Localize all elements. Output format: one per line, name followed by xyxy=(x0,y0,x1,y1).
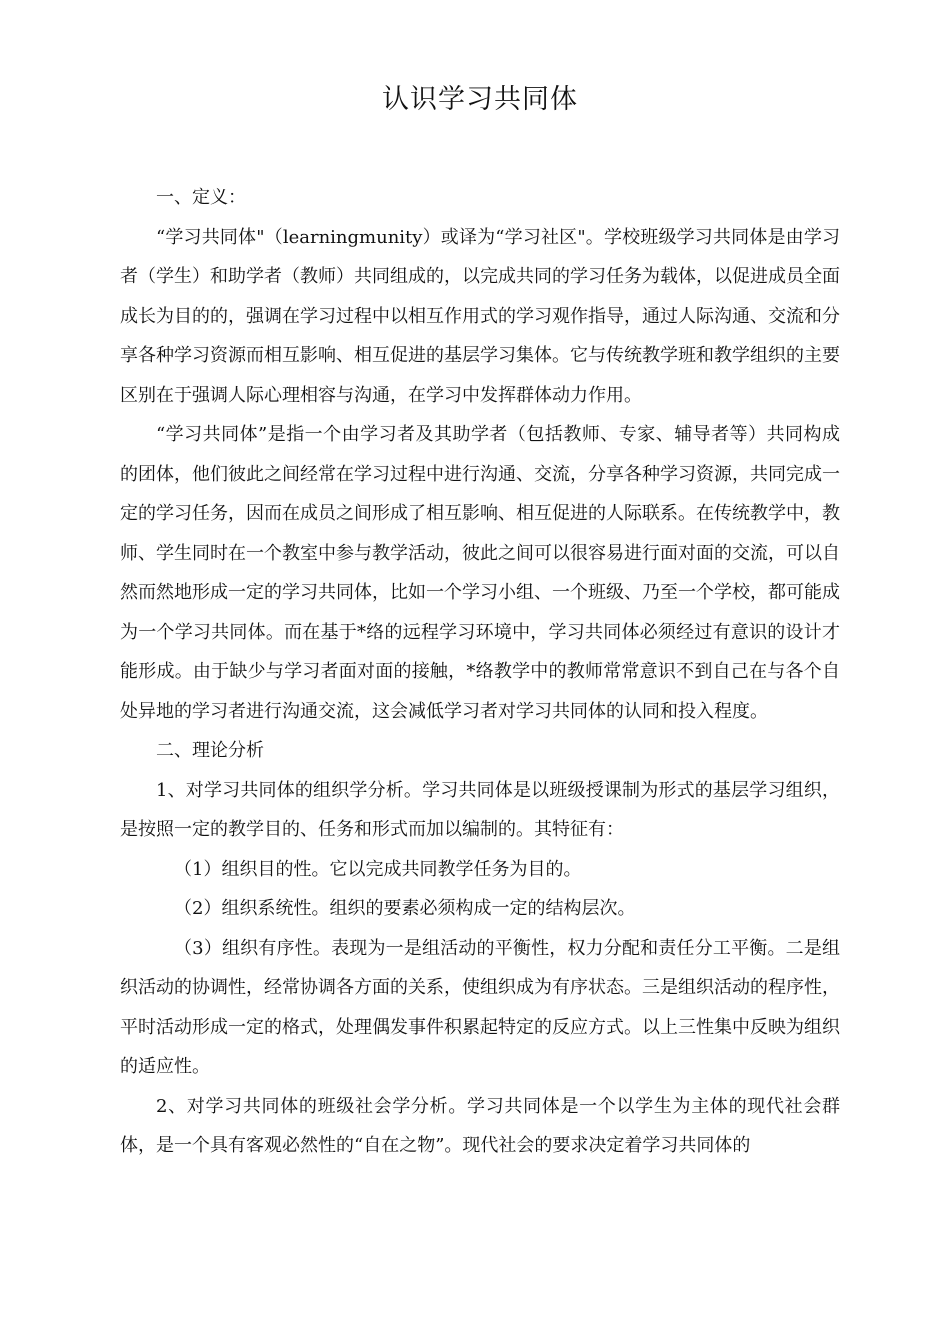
paragraph-sociology-analysis: 2、对学习共同体的班级社会学分析。学习共同体是一个以学生为主体的现代社会群体，是一个具有客观必然性的“自在之物”。现代社会的要求决定着学习共同体的 xyxy=(120,1095,840,1156)
document-title: 认识学习共同体 xyxy=(382,84,578,115)
section-heading-definition: 一、定义： xyxy=(156,187,246,208)
paragraph-organization-analysis: 1、对学习共同体的组织学分析。学习共同体是以班级授课制为形式的基层学习组织，是按照一定的教学目的、任务和形式而加以编制的。其特征有： xyxy=(120,779,840,840)
paragraph-definition-2: “学习共同体”是指一个由学习者及其助学者（包括教师、专家、辅导者等）共同构成的团体，他们彼此之间经常在学习过程中进行沟通、交流，分享各种学习资源，共同完成一定的学习任务，因而在成员之间形成了相互影响、相互促进的人际联系。在传统教学中，教师、学生同时在一个教室中参与教学活动，彼此之间可以很容易进行面对面的交流，可以自然而然地形成一定的学习共同体，比如一个学习小组、一个班级、乃至一个学校，都可能成为一个学习共同体。而在基于*络的远程学习环境中，学习共同体必须经过有意识的设计才能形成。由于缺少与学习者面对面的接触，*络教学中的教师常常意识不到自己在与各个自处异地的学习者进行沟通交流，这会减低学习者对学习共同体的认同和投入程度。 xyxy=(120,424,840,722)
paragraph-definition-1: “学习共同体"（learningmunity）或译为“学习社区"。学校班级学习共同体是由学习者（学生）和助学者（教师）共同组成的，以完成共同的学习任务为载体，以促进成员全面成长为目的的，强调在学习过程中以相互作用式的学习观作指导，通过人际沟通、交流和分享各种学习资源而相互影响、相互促进的基层学习集体。它与传统教学班和教学组织的主要区别在于强调人际心理相容与沟通，在学习中发挥群体动力作用。 xyxy=(120,226,840,406)
list-item-purpose: （1）组织目的性。它以完成共同教学任务为目的。 xyxy=(174,858,582,880)
list-item-order: （3）组织有序性。表现为一是组活动的平衡性，权力分配和责任分工平衡。二是组织活动的协调性，经常协调各方面的关系，使组织成为有序状态。三是组织活动的程序性，平时活动形成一定的格式，处理偶发事件积累起特定的反应方式。以上三性集中反映为组织的适应性。 xyxy=(120,937,840,1077)
list-item-system: （2）组织系统性。组织的要素必须构成一定的结构层次。 xyxy=(174,898,636,919)
section-heading-theory: 二、理论分析 xyxy=(156,740,264,761)
